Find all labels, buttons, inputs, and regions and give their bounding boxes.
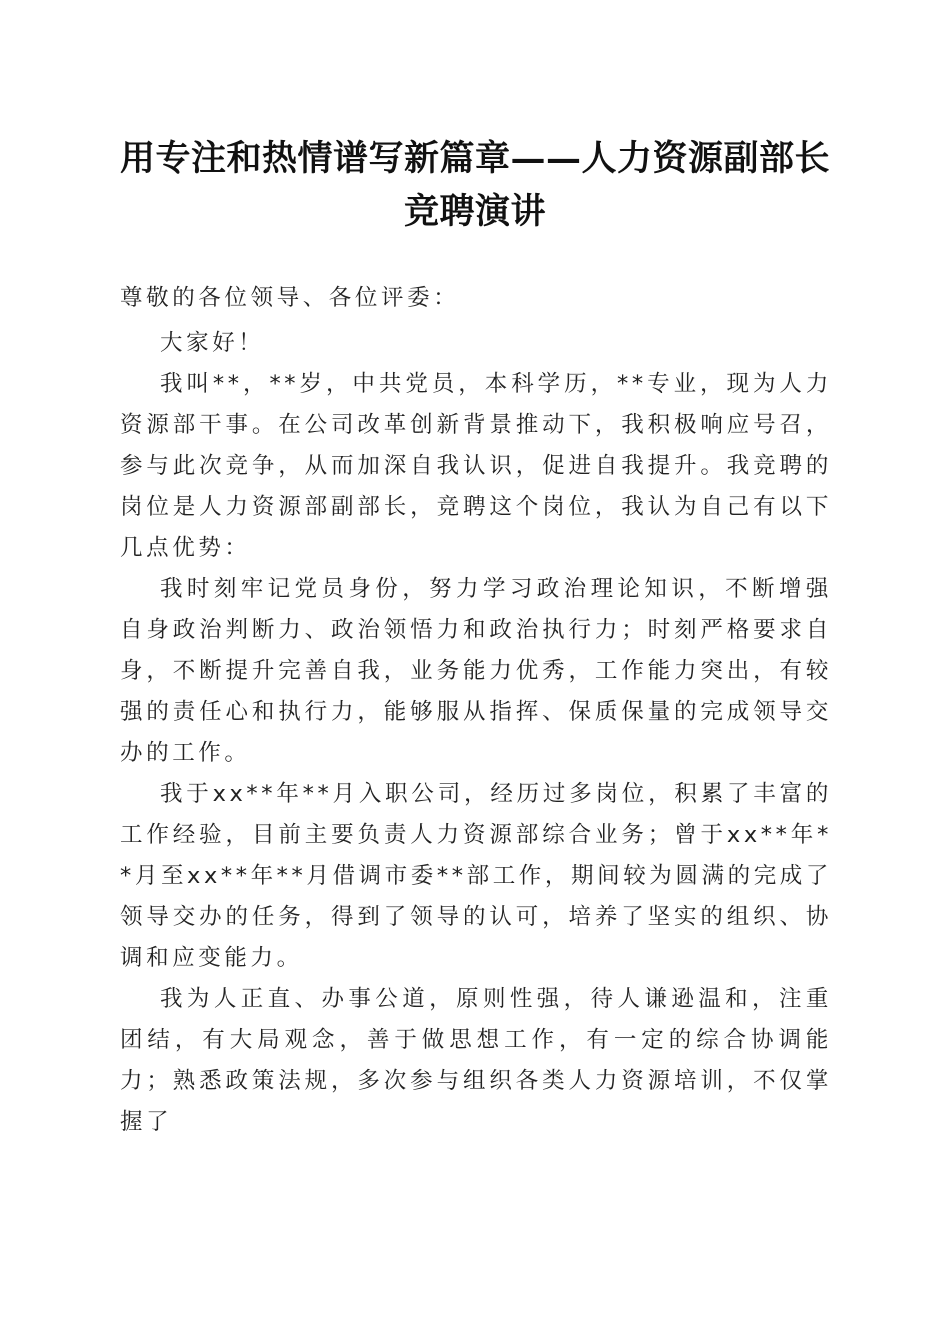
paragraph: 我时刻牢记党员身份，努力学习政治理论知识，不断增强自身政治判断力、政治领悟力和政治执行力；时刻严格要求自身，不断提升完善自我，业务能力优秀，工作能力突出，有较强的责任心和执行力，能够服从指挥、保质保量的完成领导交办的工作。 bbox=[120, 576, 832, 766]
document-title bbox=[100, 132, 850, 238]
paragraph: 我于xx**年**月入职公司，经历过多岗位，积累了丰富的工作经验，目前主要负责人力资源部综合业务；曾于xx**年**月至xx**年**月借调市委**部工作，期间较为圆满的完成了领导交办的任务，得到了领导的认可，培养了坚实的组织、协调和应变能力。 bbox=[120, 781, 832, 971]
paragraph: 大家好！ bbox=[160, 330, 265, 356]
paragraph: 我叫**，**岁，中共党员，本科学历，**专业，现为人力资源部干事。在公司改革创新背景推动下，我积极响应号召，参与此次竞争，从而加深自我认识，促进自我提升。我竞聘的岗位是人力资源部副部长，竞聘这个岗位，我认为自己有以下几点优势： bbox=[120, 371, 832, 561]
document-body bbox=[120, 278, 832, 1143]
title-line-2: 竞聘演讲 bbox=[403, 191, 546, 232]
salutation: 尊敬的各位领导、各位评委： bbox=[120, 285, 460, 311]
title-line-1: 用专注和热情谱写新篇章——人力资源副部长 bbox=[119, 138, 830, 179]
paragraph: 我为人正直、办事公道，原则性强，待人谦逊温和，注重团结，有大局观念，善于做思想工作，有一定的综合协调能力；熟悉政策法规，多次参与组织各类人力资源培训，不仅掌握了 bbox=[120, 986, 832, 1135]
